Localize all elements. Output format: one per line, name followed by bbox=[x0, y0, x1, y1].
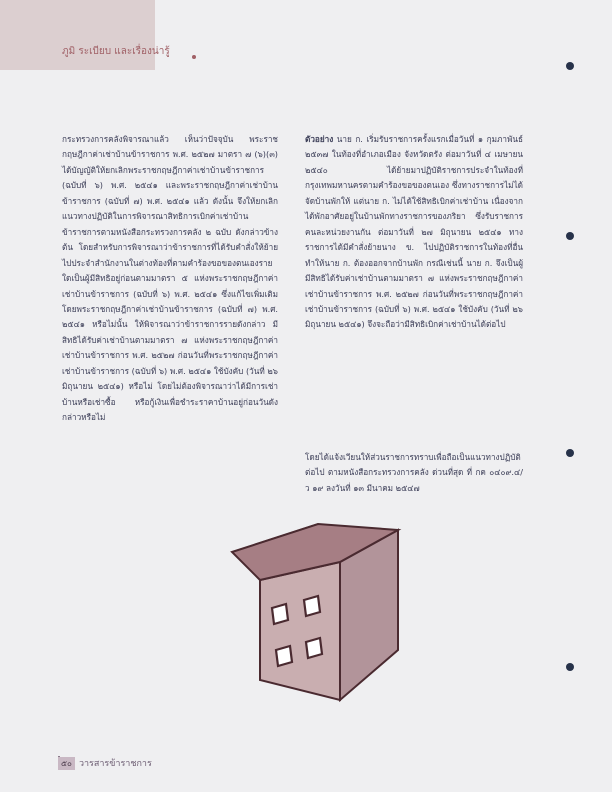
margin-dot-icon bbox=[566, 62, 574, 70]
section-header: ภูมิ ระเบียบ และเรื่องน่ารู้ bbox=[62, 46, 170, 57]
house-window bbox=[306, 638, 322, 658]
margin-dot-icon bbox=[566, 663, 574, 671]
header-dot-icon bbox=[192, 55, 196, 59]
circular-reference-text: โดยได้แจ้งเวียนให้ส่วนราชการทราบเพื่อถือเป็นแนวทางปฏิบัติต่อไป ตามหนังสือกระทรวงการคลัง ด่วนที่สุด ที่ กค ๐๔๐๙.๔/ว ๑๙ ลงวันที่ ๑๓ มีนาคม ๒๕๔๗ bbox=[305, 452, 523, 493]
margin-dot-icon bbox=[566, 232, 574, 240]
house-illustration-icon bbox=[220, 500, 420, 710]
page-number: ๕๐ bbox=[58, 757, 75, 770]
example-body: นาย ก. เริ่มรับราชการครั้งแรกเมื่อวันที่ ๑ กุมภาพันธ์ ๒๕๓๗ ในท้องที่อำเภอเมือง จังหวัดตรัง ต่อมาวันที่ ๔ เมษายน ๒๕๔๐ ได้ย้ายมาปฏิบัติราชการประจำในท้องที่กรุงเทพมหานครตามคำร้องขอของตนเอง ซึ่งทางราชการไม่ได้จัดบ้านพักให้ แต่นาย ก. ไม่ได้ใช้สิทธิเบิกค่าเช่าบ้าน เนื่องจากได้พักอาศัยอยู่ในบ้านพักทางราชการของภริยา ซึ่งรับราชการคนละหน่วยงานกัน ต่อมาวันที่ ๒๗ มิถุนายน ๒๕๔๑ ทางราชการได้มีคำสั่งย้ายนาง ข. ไปปฏิบัติราชการในท้องที่อื่น ทำให้นาย ก. ต้องออกจากบ้านพัก กรณีเช่นนี้ นาย ก. จึงเป็นผู้มีสิทธิได้รับค่าเช่าบ้านตามมาตรา ๗ แห่งพระราชกฤษฎีกาค่าเช่าบ้านข้าราชการ พ.ศ. ๒๕๒๗ ก่อนวันที่พระราชกฤษฎีกาค่าเช่าบ้านข้าราชการ (ฉบับที่ ๖) พ.ศ. ๒๕๔๑ ใช้บังคับ (วันที่ ๒๖ มิถุนายน ๒๕๔๑) จึงจะถือว่ามีสิทธิเบิกค่าเช่าบ้านได้ต่อไป bbox=[305, 134, 523, 330]
left-column-text: กระทรวงการคลังพิจารณาแล้ว เห็นว่าปัจจุบัน พระราชกฤษฎีกาค่าเช่าบ้านข้าราชการ พ.ศ. ๒๕๒๗ มาตรา ๗ (๖)(๓) ได้บัญญัติให้ยกเลิกพระราชกฤษฎีกาค่าเช่าบ้านข้าราชการ (ฉบับที่ ๖) พ.ศ. ๒๕๔๑ และพระราชกฤษฎีกาค่าเช่าบ้านข้าราชการ (ฉบับที่ ๗) พ.ศ. ๒๕๔๑ แล้ว ดังนั้น จึงให้ยกเลิกแนวทางปฏิบัติในการพิจารณาสิทธิการเบิกค่าเช่าบ้านข้าราชการตามหนังสือกระทรวงการคลัง ๒ ฉบับ ดังกล่าวข้างต้น โดยสำหรับการพิจารณาว่าข้าราชการที่ได้รับคำสั่งให้ย้ายไปประจำสำนักงานในต่างท้องที่ตามคำร้องขอของตนเองราย ใดเป็นผู้มีสิทธิอยู่ก่อนตามมาตรา ๕ แห่งพระราชกฤษฎีกาค่าเช่าบ้านข้าราชการ (ฉบับที่ ๖) พ.ศ. ๒๕๔๑ ซึ่งแก้ไขเพิ่มเติมโดยพระราชกฤษฎีกาค่าเช่าบ้านข้าราชการ (ฉบับที่ ๗) พ.ศ. ๒๕๔๑ หรือไม่นั้น ให้พิจารณาว่าข้าราชการรายดังกล่าว มีสิทธิได้รับค่าเช่าบ้านตามมาตรา ๗ แห่งพระราชกฤษฎีกาค่าเช่าบ้านข้าราชการ พ.ศ. ๒๕๒๗ ก่อนวันที่พระราชกฤษฎีกาค่าเช่าบ้านข้าราชการ (ฉบับที่ ๖) พ.ศ. ๒๕๔๑ ใช้บังคับ (วันที่ ๒๖ มิถุนายน ๒๕๔๑) หรือไม่ โดยไม่ต้องพิจารณาว่าได้มีการเช่าบ้านหรือเช่าซื้อ หรือกู้เงินเพื่อชำระราคาบ้านอยู่ก่อนวันดังกล่าวหรือไม่ bbox=[62, 134, 278, 423]
house-front-wall bbox=[260, 562, 340, 700]
example-lead: ตัวอย่าง bbox=[305, 134, 334, 144]
right-column-text bbox=[305, 132, 523, 333]
corner-color-block bbox=[0, 0, 155, 70]
journal-title: วารสารข้าราชการ bbox=[78, 759, 152, 769]
page-footer bbox=[58, 756, 152, 770]
house-window bbox=[272, 604, 288, 624]
margin-dot-icon bbox=[566, 449, 574, 457]
house-window bbox=[276, 646, 292, 666]
house-window bbox=[304, 596, 320, 616]
